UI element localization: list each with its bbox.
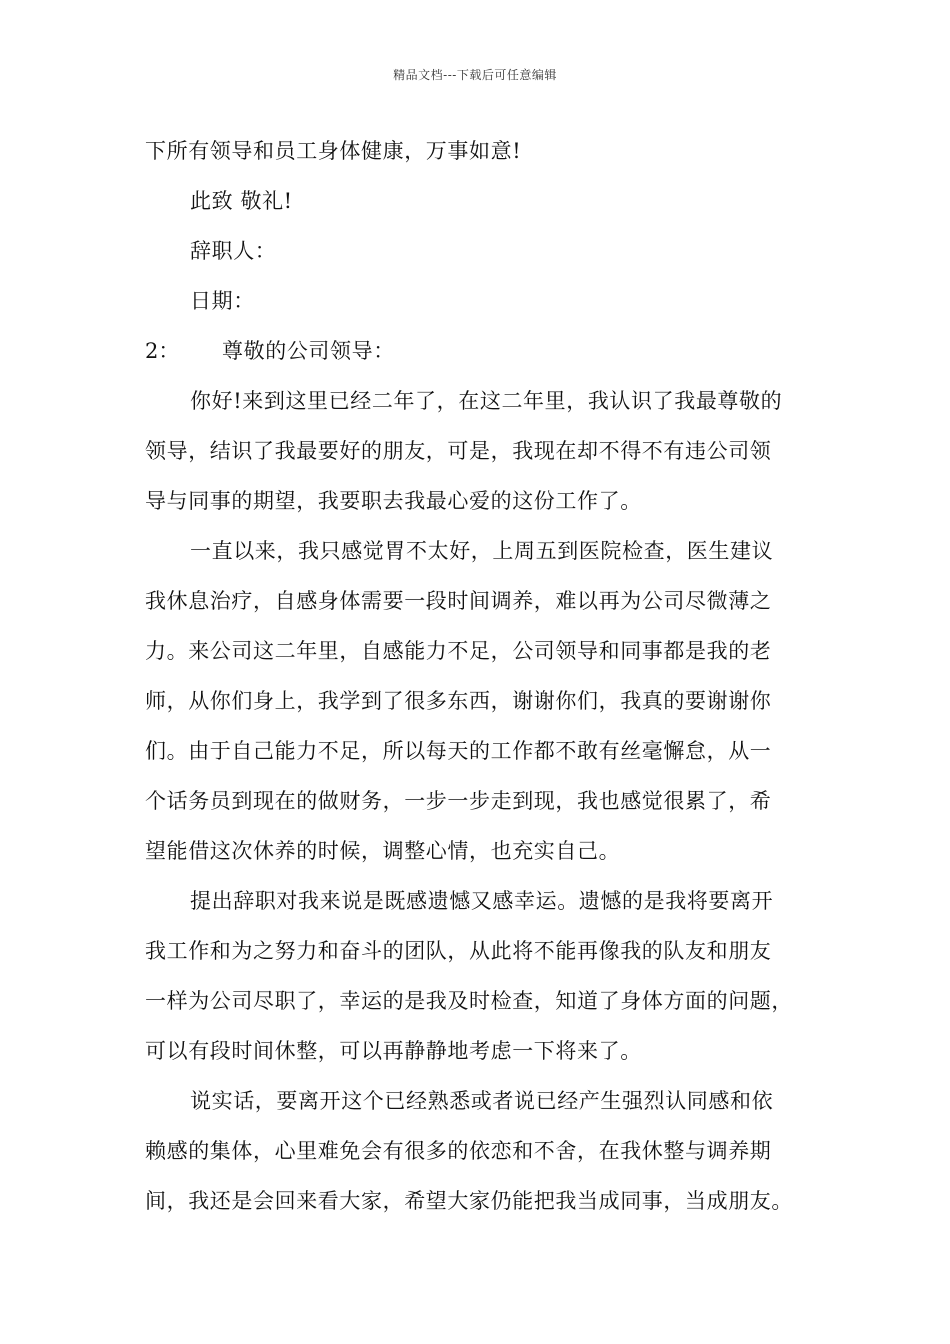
text-line: 赖感的集体，心里难免会有很多的依恋和不舍，在我休整与调养期 <box>145 1139 772 1163</box>
resigner-label: 辞职人： <box>190 239 277 263</box>
text-line: 我休息治疗，自感身体需要一段时间调养，难以再为公司尽微薄之 <box>145 589 772 613</box>
item-number: 2： <box>145 339 180 363</box>
text-line: 师，从你们身上，我学到了很多东西，谢谢你们，我真的要谢谢你 <box>145 689 772 713</box>
text-line: 个话务员到现在的做财务，一步一步走到现，我也感觉很累了，希 <box>145 789 772 813</box>
page-header: 精品文档---下载后可任意编辑 <box>393 68 557 82</box>
text-line: 导与同事的期望，我要职去我最心爱的这份工作了。 <box>145 489 642 513</box>
text-line: 说实话，要离开这个已经熟悉或者说已经产生强烈认同感和依 <box>190 1089 774 1113</box>
text-line: 我工作和为之努力和奋斗的团队，从此将不能再像我的队友和朋友 <box>145 939 772 963</box>
text-line: 间，我还是会回来看大家，希望大家仍能把我当成同事，当成朋友。 <box>145 1189 793 1213</box>
text-line: 力。来公司这二年里，自感能力不足，公司领导和同事都是我的老 <box>145 639 772 663</box>
date-label: 日期： <box>190 289 255 313</box>
text-line: 们。由于自己能力不足，所以每天的工作都不敢有丝毫懈怠，从一 <box>145 739 772 763</box>
text-line: 你好!来到这里已经二年了，在这二年里，我认识了我最尊敬的 <box>190 389 783 413</box>
text-line: 下所有领导和员工身体健康，万事如意! <box>145 139 522 163</box>
text-line: 一样为公司尽职了，幸运的是我及时检查，知道了身体方面的问题， <box>145 989 793 1013</box>
text-line: 一直以来，我只感觉胃不太好，上周五到医院检查，医生建议 <box>190 539 774 563</box>
closing-salutation: 此致 敬礼! <box>190 189 293 213</box>
text-line: 望能借这次休养的时候，调整心情，也充实自己。 <box>145 839 621 863</box>
text-line: 领导，结识了我最要好的朋友，可是，我现在却不得不有违公司领 <box>145 439 772 463</box>
text-line: 提出辞职对我来说是既感遗憾又感幸运。遗憾的是我将要离开 <box>190 889 774 913</box>
letter-greeting: 尊敬的公司领导： <box>222 339 395 363</box>
text-line: 可以有段时间休整，可以再静静地考虑一下将来了。 <box>145 1039 642 1063</box>
